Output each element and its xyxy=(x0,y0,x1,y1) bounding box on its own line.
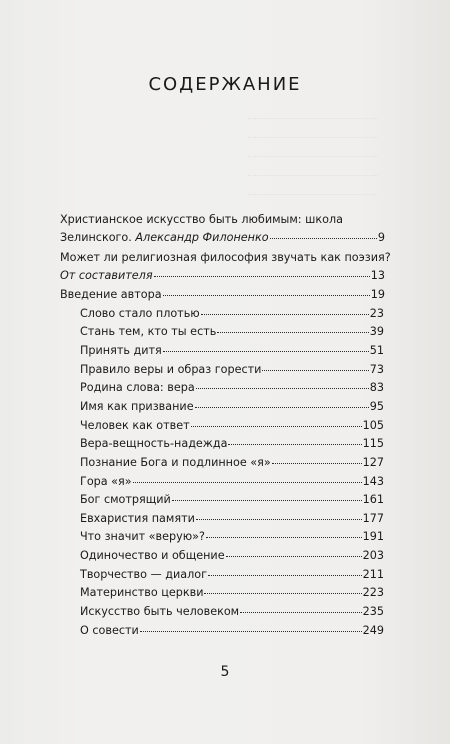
page-ref: 9 xyxy=(377,231,385,244)
toc-section[interactable] xyxy=(80,307,384,321)
leader-dots xyxy=(163,351,369,352)
leader-dots xyxy=(196,388,369,389)
page-ref: 191 xyxy=(362,530,384,543)
leader-dots xyxy=(172,500,362,501)
page-ref: 127 xyxy=(362,456,384,469)
section-title: Искусство быть человеком xyxy=(80,605,240,618)
page-ref: 223 xyxy=(362,586,384,599)
toc-section[interactable] xyxy=(80,605,384,619)
leader-dots xyxy=(272,463,362,464)
toc-section[interactable] xyxy=(80,456,384,470)
toc-section[interactable] xyxy=(80,325,384,339)
toc-entry-1-author-prefix: Зелинского. xyxy=(60,231,132,244)
section-title: Стань тем, кто ты есть xyxy=(80,325,217,338)
page-ref: 39 xyxy=(369,325,384,338)
toc-entry-1-line1: Христианское искусство быть любимым: школа xyxy=(60,213,343,226)
show-through-text xyxy=(248,100,378,195)
leader-dots xyxy=(154,276,370,277)
leader-dots xyxy=(208,575,362,576)
leader-dots xyxy=(262,370,368,371)
section-title: Что значит «верую»? xyxy=(80,530,205,543)
toc-entry-2-line1: Может ли религиозная философия звучать как поэзия? xyxy=(60,251,391,264)
section-title: Творчество — диалог xyxy=(80,568,208,581)
leader-dots xyxy=(140,631,362,632)
leader-dots xyxy=(206,537,362,538)
section-title: Родина слова: вера xyxy=(80,381,195,394)
section-title: Евхаристия памяти xyxy=(80,512,195,525)
leader-dots xyxy=(191,426,362,427)
section-title: Слово стало плотью xyxy=(80,307,200,320)
page-ref: 143 xyxy=(362,475,384,488)
section-title: Одиночество и общение xyxy=(80,549,225,562)
toc-section[interactable] xyxy=(80,475,384,489)
page-ref: 211 xyxy=(362,568,384,581)
leader-dots xyxy=(133,482,362,483)
leader-dots xyxy=(195,407,369,408)
page-ref: 161 xyxy=(362,493,384,506)
section-title: Бог смотрящий xyxy=(80,493,171,506)
toc-entry-1-author: Александр Филоненко xyxy=(135,231,269,244)
leader-dots xyxy=(217,332,368,333)
toc-section[interactable] xyxy=(80,419,384,433)
page-ref: 115 xyxy=(362,437,384,450)
toc-section[interactable] xyxy=(80,568,384,582)
toc-section[interactable] xyxy=(80,381,384,395)
section-title: Гора «я» xyxy=(80,475,132,488)
toc-section[interactable] xyxy=(80,624,384,638)
toc-entry-2[interactable] xyxy=(60,269,385,283)
page-ref: 13 xyxy=(370,269,385,282)
section-title: Вера-вещность-надежда xyxy=(80,437,228,450)
page-ref: 203 xyxy=(362,549,384,562)
toc-entry-3[interactable] xyxy=(60,288,385,302)
leader-dots xyxy=(228,444,361,445)
section-title: Материнство церкви xyxy=(80,586,204,599)
section-title: О совести xyxy=(80,624,139,637)
page-ref: 19 xyxy=(370,288,385,301)
toc-entry-1[interactable] xyxy=(60,231,385,245)
toc-section[interactable] xyxy=(80,344,384,358)
toc-section[interactable] xyxy=(80,512,384,526)
page-ref: 235 xyxy=(362,605,384,618)
page-number: 5 xyxy=(220,664,230,680)
toc-section[interactable] xyxy=(80,530,384,544)
toc-section[interactable] xyxy=(80,586,384,600)
section-title: Принять дитя xyxy=(80,344,162,357)
page-ref: 83 xyxy=(369,381,384,394)
leader-dots xyxy=(201,314,369,315)
leader-dots xyxy=(270,238,377,239)
toc-section[interactable] xyxy=(80,400,384,414)
page-ref: 73 xyxy=(369,363,384,376)
leader-dots xyxy=(196,519,362,520)
section-title: Правило веры и образ горести xyxy=(80,363,262,376)
page-ref: 95 xyxy=(369,400,384,413)
toc-entry-2-author: От составителя xyxy=(60,269,153,282)
toc-section[interactable] xyxy=(80,549,384,563)
toc-section[interactable] xyxy=(80,493,384,507)
section-title: Человек как ответ xyxy=(80,419,190,432)
section-title: Познание Бога и подлинное «я» xyxy=(80,456,271,469)
leader-dots xyxy=(226,556,362,557)
toc-section[interactable] xyxy=(80,363,384,377)
page-title: СОДЕРЖАНИЕ xyxy=(148,74,302,95)
toc-section[interactable] xyxy=(80,437,384,451)
page-ref: 177 xyxy=(362,512,384,525)
page-ref: 105 xyxy=(362,419,384,432)
leader-dots xyxy=(204,593,361,594)
leader-dots xyxy=(240,612,362,613)
leader-dots xyxy=(163,295,370,296)
page-ref: 249 xyxy=(362,624,384,637)
page-ref: 51 xyxy=(369,344,384,357)
toc-entry-3-title: Введение автора xyxy=(60,288,162,301)
page-ref: 23 xyxy=(369,307,384,320)
section-title: Имя как призвание xyxy=(80,400,194,413)
